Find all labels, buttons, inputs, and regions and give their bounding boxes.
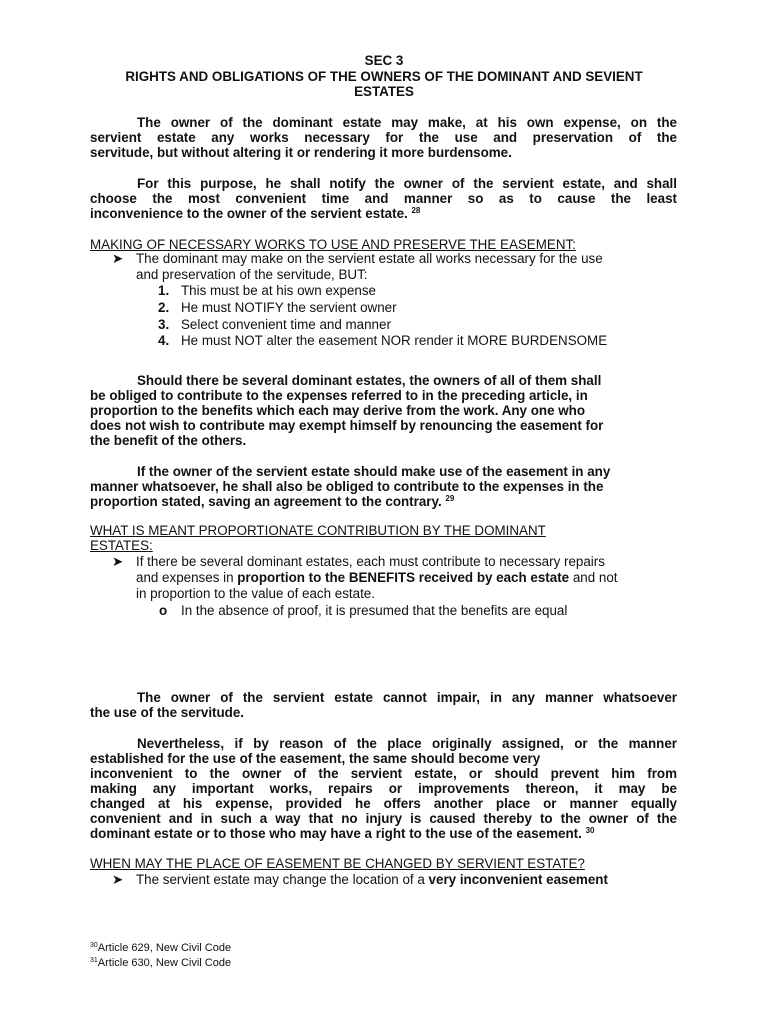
footnote-ref-28: 28 [411,206,421,215]
list-item-number: 2. [158,300,170,315]
para1-line2: servient estate any works necessary for the use and preservation of the [90,130,677,145]
para6-line2: established for the use of the easement, the same should become very [90,751,541,766]
footnote-ref-30: 30 [585,826,595,835]
para6-line6: convenient and in such a way that no injury is caused thereby to the owner of the [90,811,677,826]
arrow-bullet-icon: ➤ [112,554,124,569]
para4-line1: If the owner of the servient estate should make use of the easement in any [137,464,611,479]
section1-bullet-line1: The dominant may make on the servient estate all works necessary for the use [136,251,603,266]
para6-line1: Nevertheless, if by reason of the place originally assigned, or the manner [137,736,677,751]
para6-line7: dominant estate or to those who may have a right to the use of the easement. $^{30}$ [90,826,595,841]
list-item: He must NOTIFY the servient owner [181,300,397,315]
footnote: $^{31}$Article 630, New Civil Code [90,957,232,969]
para3-line1: Should there be several dominant estates, the owners of all of them shall [137,373,602,388]
list-item: Select convenient time and manner [181,317,391,332]
list-item-number: 4. [158,333,170,348]
section-title-line1: RIGHTS AND OBLIGATIONS OF THE OWNERS OF THE DOMINANT AND SEVIENT [125,69,643,84]
footnote: $^{30}$Article 629, New Civil Code [90,942,232,954]
para2-line1: For this purpose, he shall notify the owner of the servient estate, and shall [137,176,677,191]
para3-line2: be obliged to contribute to the expenses referred to in the preceding article, in [90,388,588,403]
para4-line2: manner whatsoever, he shall also be obliged to contribute to the expenses in the [90,479,604,494]
section1-heading: MAKING OF NECESSARY WORKS TO USE AND PRESERVE THE EASEMENT: [90,237,576,252]
para5-line1: The owner of the servient estate cannot impair, in any manner whatsoever [137,690,677,705]
section2-heading-line1: WHAT IS MEANT PROPORTIONATE CONTRIBUTION BY THE DOMINANT [90,523,546,538]
section1-bullet-line2: and preservation of the servitude, BUT: [136,267,368,282]
list-item: He must NOT alter the easement NOR render it MORE BURDENSOME [181,333,608,348]
section3-bullet: The servient estate may change the location of a very inconvenient easement [136,872,608,887]
section2-sub-bullet: In the absence of proof, it is presumed that the benefits are equal [181,603,568,618]
section-number: SEC 3 [364,53,404,68]
section-title-line2: ESTATES [354,84,414,99]
para6-line4: making any important works, repairs or improvements thereon, it may be [90,781,677,796]
list-item-number: 3. [158,317,170,332]
list-item: This must be at his own expense [181,283,377,298]
para6-line3: inconvenient to the owner of the servient estate, or should prevent him from [90,766,677,781]
para4-line3: proportion stated, saving an agreement to the contrary. $^{29}$ [90,494,455,509]
para1-line3: servitude, but without altering it or rendering it more burdensome. [90,145,512,160]
para2-line2: choose the most convenient time and manner so as to cause the least [90,191,677,206]
section3-heading: WHEN MAY THE PLACE OF EASEMENT BE CHANGED BY SERVIENT ESTATE? [90,856,585,871]
section2-heading-line2: ESTATES: [90,538,153,553]
section2-bullet-line1: If there be several dominant estates, each must contribute to necessary repairs [136,554,605,569]
para3-line4: does not wish to contribute may exempt himself by renouncing the easement for [90,418,604,433]
para3-line3: proportion to the benefits which each may derive from the work. Any one who [90,403,586,418]
sub-bullet-icon: o [159,603,168,618]
arrow-bullet-icon: ➤ [112,251,124,266]
section2-bullet-line2: and expenses in proportion to the BENEFITS received by each estate and not [136,570,618,585]
para6-line5: changed at his expense, provided he offers another place or manner equally [90,796,677,811]
list-item-number: 1. [158,283,170,298]
section2-bullet-line3: in proportion to the value of each estate. [136,586,375,601]
para3-line5: the benefit of the others. [90,433,247,448]
para2-line3: inconvenience to the owner of the servient estate. $^{28}$ [90,206,421,221]
footnote-ref-29: 29 [445,494,455,503]
para1-line1: The owner of the dominant estate may make, at his own expense, on the [137,115,677,130]
arrow-bullet-icon: ➤ [112,872,124,887]
para5-line2: the use of the servitude. [90,705,245,720]
